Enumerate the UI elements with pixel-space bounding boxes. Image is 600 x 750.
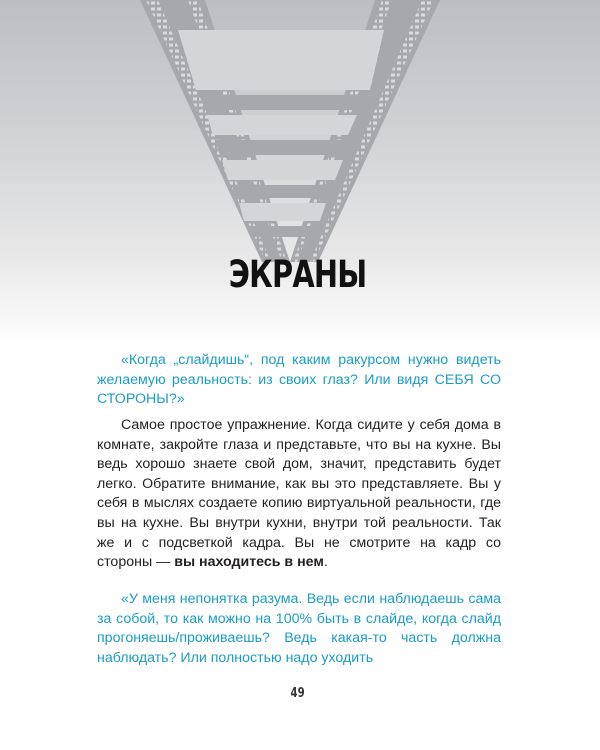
page-number: 49 (290, 686, 305, 701)
film-window-4 (239, 203, 326, 221)
film-window-2 (207, 115, 357, 135)
body-paragraph-text: Самое простое упражнение. Когда сидите у себя дома в комнате, закройте глаза и представьте, что вы на кухне. Вы ведь хорошо знаете свой дом, значит, представить будет легко. Обратите внимание, как вы это представляете. Вы у себя в мыслях создаете копию виртуальной реальности, где вы на кухне. Вы внутри кухни, внутри той реальности. Так же и с подсветкой кадра. Вы не смотрите на кадр со стороны — (97, 417, 501, 571)
film-frame-2 (215, 140, 350, 155)
reader-question-2: «У меня непонятка разума. Ведь если наблюдаешь сама за собой, то как можно на 100% быть в слайде, когда слайд прогоняешь/проживаешь? Ведь какая-то часть должна наблюдать? Или полностью надо уходить (97, 591, 501, 666)
reader-question-1: «Когда „слайдишь“, под каким ракурсом нужно видеть желаемую реальность: из своих глаз? Или видя СЕБЯ СО СТОРОНЫ?» (97, 352, 501, 408)
film-window-3 (222, 160, 343, 180)
body-paragraph (97, 416, 501, 573)
body-paragraph-emphasis: вы находитесь в нем (174, 554, 324, 571)
chapter-title: ЭКРАНЫ (228, 253, 367, 296)
body-paragraph-end: . (323, 554, 328, 571)
film-frame-1 (200, 95, 365, 110)
film-frame-3 (232, 185, 333, 198)
film-frame-4 (248, 226, 318, 237)
film-window-1 (178, 30, 384, 90)
